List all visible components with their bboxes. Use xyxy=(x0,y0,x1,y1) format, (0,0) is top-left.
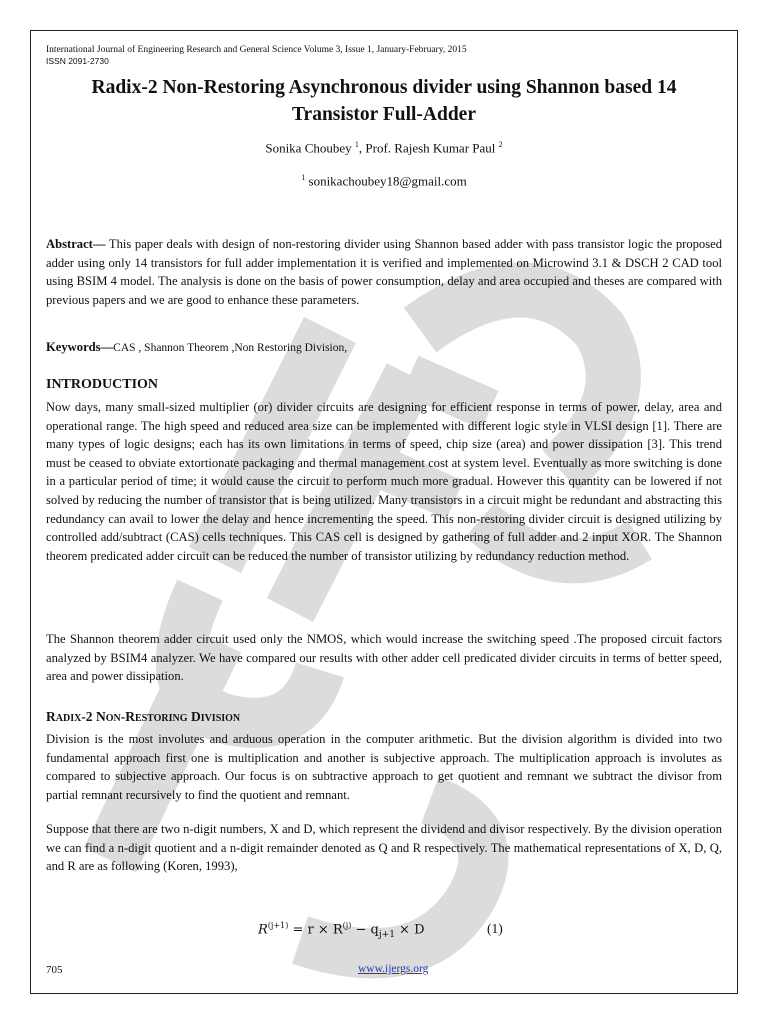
title-line-2: Transistor Full-Adder xyxy=(292,104,476,125)
keywords-text: CAS , Shannon Theorem ,Non Restoring Division, xyxy=(113,342,348,354)
email-line xyxy=(46,173,722,189)
radix-heading: RADIX-2 NON-RESTORING DIVISION xyxy=(46,709,241,724)
author-1-affil: 1 xyxy=(354,140,359,149)
email-affil: 1 xyxy=(301,173,306,182)
author-email: sonikachoubey18@gmail.com xyxy=(305,173,467,189)
journal-url-link[interactable]: www.ijergs.org xyxy=(358,963,429,975)
paper-title xyxy=(46,74,722,128)
journal-header: International Journal of Engineering Research and General Science Volume 3, Issue 1, January-February, 2015 xyxy=(46,45,467,55)
keywords xyxy=(46,340,347,355)
abstract xyxy=(46,235,722,309)
author-1: Sonika Choubey xyxy=(265,140,355,156)
keywords-label: Keywords— xyxy=(46,340,114,354)
equation-1: $R^{(j+1)} = r \times R^{(j)} - q_{j+1} \times D$ xyxy=(258,921,425,940)
introduction-para-1: Now days, many small-sized multiplier (or) divider circuits are designing for efficient response in terms of power, delay, area and operational range. The high speed and reduced area size can be implemented with different logic style in VLSI design [1]. There are many types of logic designs; each has its own limitations in terms of speed, chip size (area) and power dissipation [3]. This trend must be ceased to obviate extortionate packaging and thermal management cost at system level. Eventually as more switching is done in a particular period of time; it would cause the circuit to perform much more gradual. However this quantity can be lowered if not solved by reducing the number of transistor that is being utilized. Many transistors in a circuit might be redundant and abstracting this redundancy can avail to lower the delay and hence incrementing the speed. This non-restoring divider circuit is designed utilizing by controlled add/subtract (CAS) cells techniques. This CAS cell is designed by gathering of full adder and 2 input XOR. The Shannon theorem predicated adder circuit can be reduced the number of transistor utilizing by redundancy reduction method. xyxy=(46,400,722,563)
page-number: 705 xyxy=(46,964,63,976)
introduction-heading: INTRODUCTION xyxy=(46,377,159,392)
author-2-affil: 2 xyxy=(498,140,503,149)
abstract-text: This paper deals with design of non-restoring divider using Shannon based adder with pass transistor logic the proposed adder using only 14 transistors for full adder implementation it is verified and implemented on Microwind 3.1 & DSCH 2 CAD tool using BSIM 4 model. The analysis is done on the basis of power consumption, delay and area occupied and theses are compared with previous papers and we are good to enhance these parameters. xyxy=(46,237,722,307)
radix-para-2: Suppose that there are two n-digit numbers, X and D, which represent the dividend and divisor respectively. By the division operation we can find a n-digit quotient and a n-digit remainder denoted as Q and R respectively. The mathematical representations of X, D, Q, and R are as following (Koren, 1993), xyxy=(46,822,722,874)
radix-para-1: Division is the most involutes and arduous operation in the computer arithmetic. But the division algorithm is divided into two fundamental approach first one is multiplication and another is subjective approach. The multiplication approach is involutes as compared to subjective approach. Our focus is on subtractive approach to get quotient and remnant we subtract the divisor from partial remnant recursively to find the quotient and remnant. xyxy=(46,732,722,802)
issn-line: ISSN 2091-2730 xyxy=(46,56,109,66)
equation-number: (1) xyxy=(487,921,503,936)
title-line-1: Radix-2 Non-Restoring Asynchronous divider using Shannon based 14 xyxy=(91,77,677,98)
author-line xyxy=(46,140,722,156)
abstract-label: Abstract— xyxy=(46,237,106,251)
author-2: , Prof. Rajesh Kumar Paul xyxy=(358,140,499,156)
introduction-para-2: The Shannon theorem adder circuit used only the NMOS, which would increase the switching speed .The proposed circuit factors analyzed by BSIM4 analyzer. We have compared our results with other adder cell predicated divider circuits in terms of better speed, area and power dissipation. xyxy=(46,632,722,684)
